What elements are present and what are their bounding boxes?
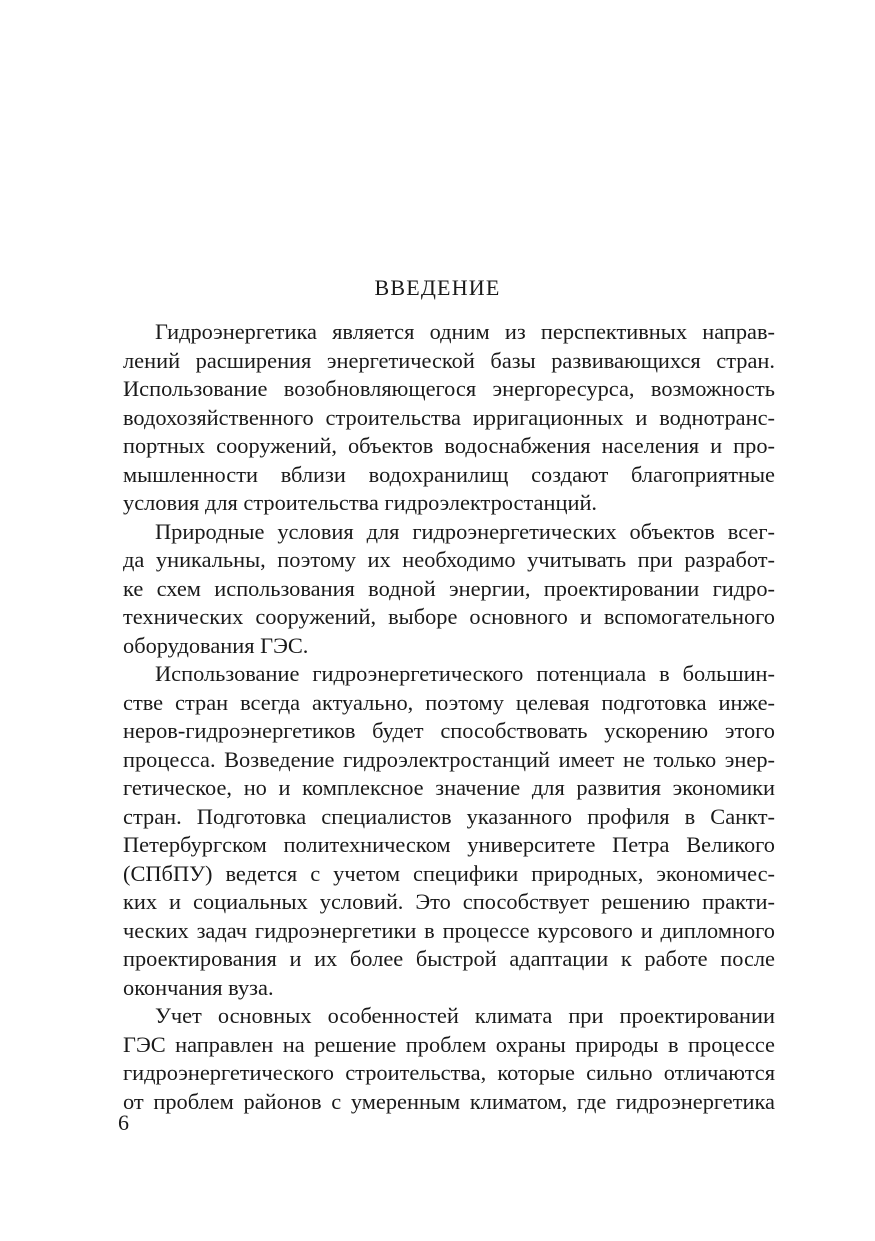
body-text <box>123 318 775 1116</box>
text-line: стран. Подготовка специалистов указанного профиля в Санкт- <box>123 803 775 829</box>
text-line: проектирования и их более быстрой адаптации к работе после <box>123 946 775 971</box>
text-line: ких и социальных условий. Это способствует решению практи- <box>123 889 775 914</box>
text-line: от проблем районов с умеренным климатом, где гидроэнергетика <box>123 1088 775 1114</box>
paragraph-2 <box>123 518 775 661</box>
page-number: 6 <box>118 1110 129 1135</box>
text-line: Использование возобновляющегося энергоресурса, возможность <box>123 376 775 401</box>
page-heading: ВВЕДЕНИЕ <box>374 275 501 300</box>
text-line: окончания вуза. <box>123 974 274 1000</box>
text-line: Природные условия для гидроэнергетических объектов всег- <box>155 518 775 544</box>
text-line: стве стран всегда актуально, поэтому целевая подготовка инже- <box>123 689 775 715</box>
text-line: процесса. Возведение гидроэлектростанций имеет не только энер- <box>123 746 775 772</box>
paragraph-3 <box>123 660 775 1002</box>
text-line: ке схем использования водной энергии, проектировании гидро- <box>123 575 775 601</box>
text-line: оборудования ГЭС. <box>123 632 309 658</box>
text-line: водохозяйственного строительства ирригационных и воднотранс- <box>123 404 775 430</box>
text-line: ческих задач гидроэнергетики в процессе курсового и дипломного <box>123 917 775 943</box>
text-line: Петербургском политехническом университете Петра Великого <box>123 832 775 857</box>
text-line: Гидроэнергетика является одним из перспективных направ- <box>155 319 775 344</box>
text-line: портных сооружений, объектов водоснабжения населения и про- <box>123 433 775 458</box>
text-line: Использование гидроэнергетического потенциала в большин- <box>155 661 775 686</box>
text-line: да уникальны, поэтому их необходимо учитывать при разработ- <box>123 547 775 572</box>
text-line: ГЭС направлен на решение проблем охраны природы в процессе <box>123 1031 775 1057</box>
text-line: гидроэнергетического строительства, которые сильно отличаются <box>123 1060 775 1085</box>
text-line: технических сооружений, выборе основного и вспомогательного <box>123 604 775 629</box>
text-line: Учет основных особенностей климата при проектировании <box>155 1003 775 1028</box>
paragraph-4 <box>123 1002 775 1116</box>
text-line: условия для строительства гидроэлектростанций. <box>123 490 598 515</box>
text-line: лений расширения энергетической базы развивающихся стран. <box>123 347 775 373</box>
text-line: гетическое, но и комплексное значение для развития экономики <box>123 775 775 800</box>
text-line: мышленности вблизи водохранилищ создают благоприятные <box>123 461 775 487</box>
paragraph-1 <box>123 318 775 518</box>
text-line: (СПбПУ) ведется с учетом специфики природных, экономичес- <box>123 860 775 886</box>
text-line: неров-гидроэнергетиков будет способствовать ускорению этого <box>123 718 775 743</box>
